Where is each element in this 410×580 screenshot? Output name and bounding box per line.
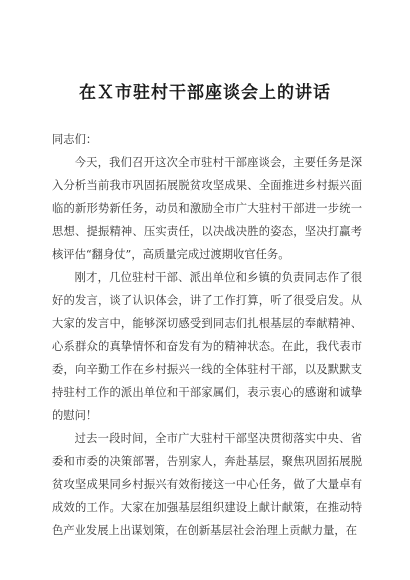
document-body [52,128,362,542]
paragraph-3: 过去一段时间，全市广大驻村干部坚决贯彻落实中央、省委和市委的决策部署，告别家人，奔赴基层，聚焦巩固拓展脱贫攻坚成果同乡村振兴有效衔接这一中心任务，做了大量卓有成效的工作。大家在加强基层组织建设上献计献策，在推动特色产业发展上出谋划策，在创新基层社会治理上贡献力量，在 [52,432,362,537]
salutation: 同志们： [52,133,98,146]
paragraph-2: 刚才，几位驻村干部、派出单位和乡镇的负责同志作了很好的发言，谈了认识体会，讲了工作打算，听了很受启发。从大家的发言中，能够深切感受到同志们扎根基层的奉献精神、心系群众的真挚情怀和奋发有为的精神状态。在此，我代表市委，向辛勤工作在乡村振兴一线的全体驻村干部，以及默默支持驻村工作的派出单位和干部家属们，表示衷心的感谢和诚挚的慰问！ [52,271,362,422]
document-title: 在Ｘ市驻村干部座谈会上的讲话 [79,83,331,103]
paragraph-1: 今天，我们召开这次全市驻村干部座谈会，主要任务是深入分析当前我市巩固拓展脱贫攻坚成果、全面推进乡村振兴面临的新形势新任务，动员和激励全市广大驻村干部进一步统一思想、提振精神、压实责任，以决战决胜的姿态，坚决打赢考核评估“翻身仗”，高质量完成过渡期收官任务。 [52,156,362,261]
